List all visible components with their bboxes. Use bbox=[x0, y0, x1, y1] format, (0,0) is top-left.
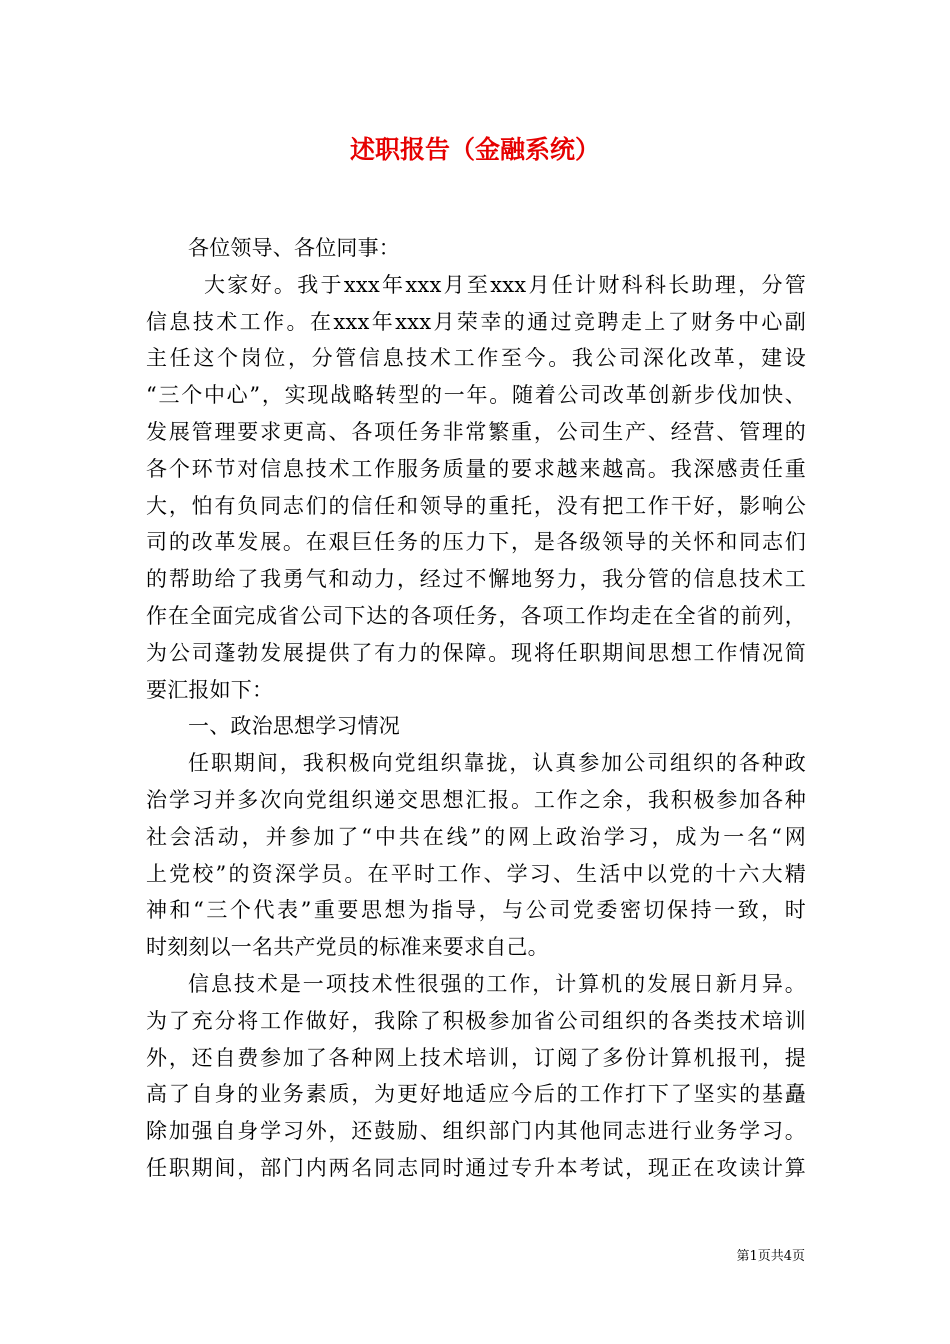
paragraph-3-line: 任职期间，部门内两名同志同时通过专升本考试，现正在攻读计算 bbox=[146, 1155, 806, 1180]
paragraph-1-line: 主任这个岗位，分管信息技术工作至今。我公司深化改革，建设 bbox=[146, 346, 806, 371]
document-body bbox=[146, 230, 806, 1187]
paragraph-1-line: 信息技术工作。在xxx年xxx月荣幸的通过竞聘走上了财务中心副 bbox=[146, 309, 806, 334]
paragraph-1-line: 作在全面完成省公司下达的各项任务，各项工作均走在全省的前列， bbox=[146, 603, 806, 628]
paragraph-1-line: 的帮助给了我勇气和动力，经过不懈地努力，我分管的信息技术工 bbox=[146, 567, 806, 592]
paragraph-2-line: 时刻刻以一名共产党员的标准来要求自己。 bbox=[146, 935, 549, 960]
paragraph-3-line: 信息技术是一项技术性很强的工作，计算机的发展日新月异。 bbox=[188, 971, 806, 996]
section-1-heading: 一、政治思想学习情况 bbox=[188, 714, 400, 739]
paragraph-2-line: 上党校”的资深学员。在平时工作、学习、生活中以党的十六大精 bbox=[146, 861, 806, 886]
paragraph-2-line: 神和“三个代表”重要思想为指导，与公司党委密切保持一致，时 bbox=[146, 898, 806, 923]
paragraph-3-line: 外，还自费参加了各种网上技术培训，订阅了多份计算机报刊，提 bbox=[146, 1045, 806, 1070]
paragraph-3-line: 为了充分将工作做好，我除了积极参加省公司组织的各类技术培训 bbox=[146, 1008, 806, 1033]
paragraph-1-line: 大，怕有负同志们的信任和领导的重托，没有把工作干好，影响公 bbox=[146, 493, 806, 518]
paragraph-1-line: 要汇报如下： bbox=[146, 677, 274, 702]
paragraph-3-line: 高了自身的业务素质，为更好地适应今后的工作打下了坚实的基矗 bbox=[146, 1082, 806, 1107]
paragraph-1-line: 发展管理要求更高、各项任务非常繁重，公司生产、经营、管理的 bbox=[146, 419, 806, 444]
paragraph-2-line: 社会活动，并参加了“中共在线”的网上政治学习，成为一名“网 bbox=[146, 824, 806, 849]
salutation: 各位领导、各位同事： bbox=[188, 236, 400, 260]
paragraph-1-line: 为公司蓬勃发展提供了有力的保障。现将任职期间思想工作情况简 bbox=[146, 640, 806, 665]
paragraph-2-line: 任职期间，我积极向党组织靠拢，认真参加公司组织的各种政 bbox=[188, 751, 806, 776]
page-number-footer: 第1页共4页 bbox=[736, 1249, 805, 1264]
paragraph-2-line: 治学习并多次向党组织递交思想汇报。工作之余，我积极参加各种 bbox=[146, 787, 806, 812]
paragraph-1-line: 大家好。我于xxx年xxx月至xxx月任计财科科长助理，分管 bbox=[204, 272, 806, 297]
paragraph-1-line: 司的改革发展。在艰巨任务的压力下，是各级领导的关怀和同志们 bbox=[146, 530, 806, 555]
paragraph-1-line: 各个环节对信息技术工作服务质量的要求越来越高。我深感责任重 bbox=[146, 456, 806, 481]
document-title: 述职报告（金融系统） bbox=[349, 135, 600, 164]
paragraph-3-line: 除加强自身学习外，还鼓励、组织部门内其他同志进行业务学习。 bbox=[146, 1119, 806, 1144]
paragraph-1-line: “三个中心”，实现战略转型的一年。随着公司改革创新步伐加快、 bbox=[146, 383, 806, 408]
